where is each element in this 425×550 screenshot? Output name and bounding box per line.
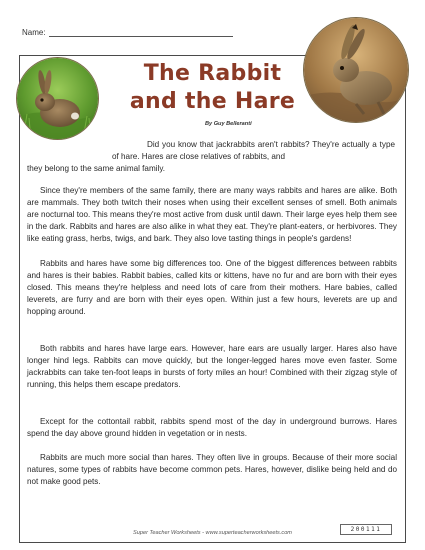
paragraph-1-tail: they belong to the same animal family. [27, 164, 166, 173]
name-label: Name: [22, 28, 46, 37]
footer-credit: Super Teacher Worksheets - www.superteacherworksheets.com [133, 530, 292, 536]
byline: By Guy Belleranti [205, 121, 252, 127]
paragraph-4: Both rabbits and hares have large ears. However, hare ears are usually larger. Hares also have longer hind legs. Rabbits can move quickly, but the longer-legged hares move even faster. Some jackrabbits can take ten-foot leaps in bursts of forty miles an hour! Combined with their zigzag style of running, this helps them escape predators. [27, 344, 397, 389]
worksheet-code: 200111 [340, 524, 392, 535]
paragraph-2: Since they're members of the same family, there are many ways rabbits and hares are alike. Both are mammals. They both twitch their noses when using their excellent senses of smell. Both animals are nocturnal too. This means they're most active from dusk until dawn. Their large eyes help them see in the dark. Rabbits and hares are also alike in what they eat. They're plant-eaters, or herbivores. They like eating grass, herbs, twigs, and bark. They also love tasting things in people's gardens! [27, 186, 397, 243]
paragraph-3: Rabbits and hares have some big differences too. One of the biggest differences between rabbits and hares is their babies. Rabbit babies, called kits or kittens, have no fur and are born with their eyes closed. This means they're helpless and need lots of care from their mothers. Hare babies, called leverets, are furry and are born with their eyes open. Within just a few hours, leverets are up and hopping around. [27, 259, 397, 316]
paragraph-6: Rabbits are much more social than hares. They often live in groups. Because of their more social natures, some types of rabbits have become common pets. Hares, however, dislike being held and do not make good pets. [27, 453, 397, 486]
title-line-2: and the Hare [129, 89, 296, 114]
hare-photo [304, 18, 408, 122]
name-line[interactable] [49, 28, 233, 37]
name-field [22, 28, 233, 37]
rabbit-photo [17, 58, 98, 139]
paragraph-5: Except for the cottontail rabbit, rabbits spend most of the day in underground burrows. Hares spend the day above ground hidden in vegetation or in nests. [27, 417, 397, 438]
paragraph-1-lead: Did you know that jackrabbits aren't rabbits? They're actually a type of hare. Hares are close relatives of rabbits, and [112, 140, 395, 161]
title-line-1: The Rabbit [143, 61, 282, 86]
